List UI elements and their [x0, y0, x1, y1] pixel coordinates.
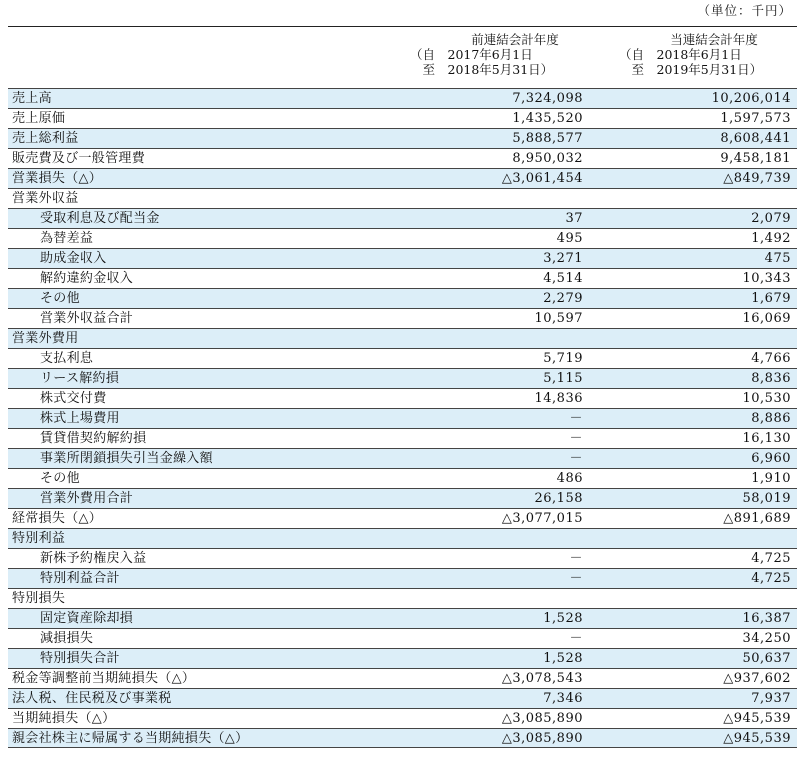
row-label: 為替差益: [40, 231, 94, 246]
row-value-curr: 50,637: [742, 651, 791, 666]
row-value-prev: 8,950,032: [512, 151, 583, 166]
row-value-curr: △945,539: [723, 731, 791, 746]
row-value-curr: 16,387: [742, 611, 791, 626]
row-value-prev: 2,279: [543, 291, 583, 306]
row-label: 当期純損失（△）: [12, 711, 116, 726]
row-label: 税金等調整前当期純損失（△）: [12, 671, 196, 686]
row-value-curr: △937,602: [723, 671, 791, 686]
row-value-curr: 8,608,441: [720, 131, 791, 146]
row-label: 売上高: [12, 91, 52, 106]
table-row: [8, 588, 797, 608]
row-value-prev: －: [569, 631, 583, 646]
table-row: [8, 88, 797, 108]
table-row: [8, 568, 797, 588]
row-value-curr: 1,910: [751, 471, 791, 486]
row-value-curr: 2,079: [751, 211, 791, 226]
table-row: [8, 108, 797, 128]
row-value-curr: 8,836: [751, 371, 791, 386]
row-value-curr: 1,597,573: [720, 111, 791, 126]
row-value-prev: 26,158: [534, 491, 583, 506]
row-value-prev: 3,271: [543, 251, 583, 266]
row-label: リース解約損: [40, 371, 120, 386]
row-value-curr: 9,458,181: [720, 151, 791, 166]
row-value-prev: 10,597: [534, 311, 583, 326]
row-value-prev: 37: [565, 211, 583, 226]
row-label: 支払利息: [40, 351, 94, 366]
row-label: 営業外収益: [12, 191, 79, 206]
column-header-prev-period: [410, 32, 620, 77]
row-value-curr: 6,960: [751, 451, 791, 466]
row-value-curr: 8,886: [751, 411, 791, 426]
row-label: 固定資産除却損: [40, 611, 134, 626]
row-label: 特別損失合計: [40, 651, 120, 666]
row-label: 経常損失（△）: [12, 511, 103, 526]
row-value-prev: 14,836: [534, 391, 583, 406]
row-value-curr: 1,679: [751, 291, 791, 306]
table-row: [8, 608, 797, 628]
row-value-prev: 4,514: [543, 271, 583, 286]
row-value-curr: 7,937: [751, 691, 791, 706]
row-value-prev: △3,078,543: [501, 671, 583, 686]
table-row: [8, 168, 797, 188]
row-value-prev: △3,085,890: [501, 711, 583, 726]
row-label: 親会社株主に帰属する当期純損失（△）: [12, 731, 249, 746]
row-label: 株式交付費: [40, 391, 107, 406]
row-label: 助成金収入: [40, 251, 107, 266]
table-row: [8, 348, 797, 368]
table-row: [8, 728, 797, 748]
column-to-curr: 至 2019年5月31日）: [619, 62, 763, 77]
table-row: [8, 448, 797, 468]
row-value-curr: 4,766: [751, 351, 791, 366]
table-row: [8, 528, 797, 548]
column-header-current-period: [619, 32, 800, 77]
column-from-prev: （自 2017年6月1日: [410, 47, 533, 62]
row-label: 株式上場費用: [40, 411, 120, 426]
table-row: [8, 368, 797, 388]
table-row: [8, 308, 797, 328]
row-value-curr: △849,739: [723, 171, 791, 186]
table-row: [8, 708, 797, 728]
table-row: [8, 668, 797, 688]
row-label: 販売費及び一般管理費: [12, 151, 146, 166]
column-from-curr: （自 2018年6月1日: [619, 47, 742, 62]
row-label: 売上原価: [12, 111, 66, 126]
row-value-curr: 4,725: [751, 571, 791, 586]
row-label: 新株予約権戻入益: [40, 551, 147, 566]
column-title-prev: 前連結会計年度: [471, 32, 559, 47]
row-label: 法人税、住民税及び事業税: [12, 691, 172, 706]
row-value-prev: 7,324,098: [512, 91, 583, 106]
table-row: [8, 408, 797, 428]
row-value-curr: △891,689: [723, 511, 791, 526]
table-row: [8, 248, 797, 268]
row-label: 営業外費用合計: [40, 491, 134, 506]
table-row: [8, 548, 797, 568]
table-row: [8, 628, 797, 648]
row-value-prev: 495: [556, 231, 583, 246]
income-statement-table: [8, 88, 797, 748]
row-label: その他: [40, 471, 80, 486]
table-row: [8, 328, 797, 348]
row-value-prev: －: [569, 411, 583, 426]
table-row: [8, 388, 797, 408]
table-row: [8, 268, 797, 288]
row-value-curr: 34,250: [742, 631, 791, 646]
table-row: [8, 508, 797, 528]
row-value-prev: △3,077,015: [501, 511, 583, 526]
column-title-curr: 当連結会計年度: [670, 32, 758, 47]
row-value-prev: －: [569, 571, 583, 586]
row-value-curr: 1,492: [751, 231, 791, 246]
row-value-prev: 1,528: [543, 611, 583, 626]
row-label: 賃貸借契約解約損: [40, 431, 147, 446]
row-value-curr: 16,069: [742, 311, 791, 326]
row-value-prev: 5,115: [543, 371, 583, 386]
row-label: 営業損失（△）: [12, 171, 103, 186]
table-row: [8, 468, 797, 488]
row-value-curr: 4,725: [751, 551, 791, 566]
table-header: [8, 26, 797, 89]
row-value-curr: 16,130: [742, 431, 791, 446]
row-label: 売上総利益: [12, 131, 79, 146]
unit-note: （単位：千円）: [697, 3, 792, 18]
row-label: その他: [40, 291, 80, 306]
table-row: [8, 288, 797, 308]
row-label: 受取利息及び配当金: [40, 211, 160, 226]
row-label: 営業外収益合計: [40, 311, 134, 326]
row-value-prev: －: [569, 551, 583, 566]
row-label: 事業所閉鎖損失引当金繰入額: [40, 451, 213, 466]
table-row: [8, 688, 797, 708]
row-value-curr: △945,539: [723, 711, 791, 726]
row-value-curr: 58,019: [742, 491, 791, 506]
row-value-curr: 10,343: [742, 271, 791, 286]
table-row: [8, 148, 797, 168]
table-row: [8, 428, 797, 448]
table-row: [8, 488, 797, 508]
row-value-prev: 486: [556, 471, 583, 486]
row-label: 特別損失: [12, 591, 66, 606]
row-value-prev: －: [569, 451, 583, 466]
table-row: [8, 128, 797, 148]
row-value-prev: △3,061,454: [501, 171, 583, 186]
table-row: [8, 188, 797, 208]
row-label: 営業外費用: [12, 331, 79, 346]
row-value-prev: －: [569, 431, 583, 446]
table-row: [8, 228, 797, 248]
row-label: 特別利益合計: [40, 571, 120, 586]
row-value-curr: 475: [764, 251, 791, 266]
row-value-curr: 10,206,014: [711, 91, 791, 106]
row-value-prev: 5,888,577: [512, 131, 583, 146]
row-value-prev: △3,085,890: [501, 731, 583, 746]
row-value-prev: 5,719: [543, 351, 583, 366]
table-row: [8, 208, 797, 228]
row-value-prev: 7,346: [543, 691, 583, 706]
row-value-curr: 10,530: [742, 391, 791, 406]
row-label: 解約違約金収入: [40, 271, 134, 286]
row-value-prev: 1,435,520: [512, 111, 583, 126]
column-to-prev: 至 2018年5月31日）: [410, 62, 554, 77]
row-value-prev: 1,528: [543, 651, 583, 666]
table-row: [8, 648, 797, 668]
row-label: 減損損失: [40, 631, 94, 646]
row-label: 特別利益: [12, 531, 66, 546]
